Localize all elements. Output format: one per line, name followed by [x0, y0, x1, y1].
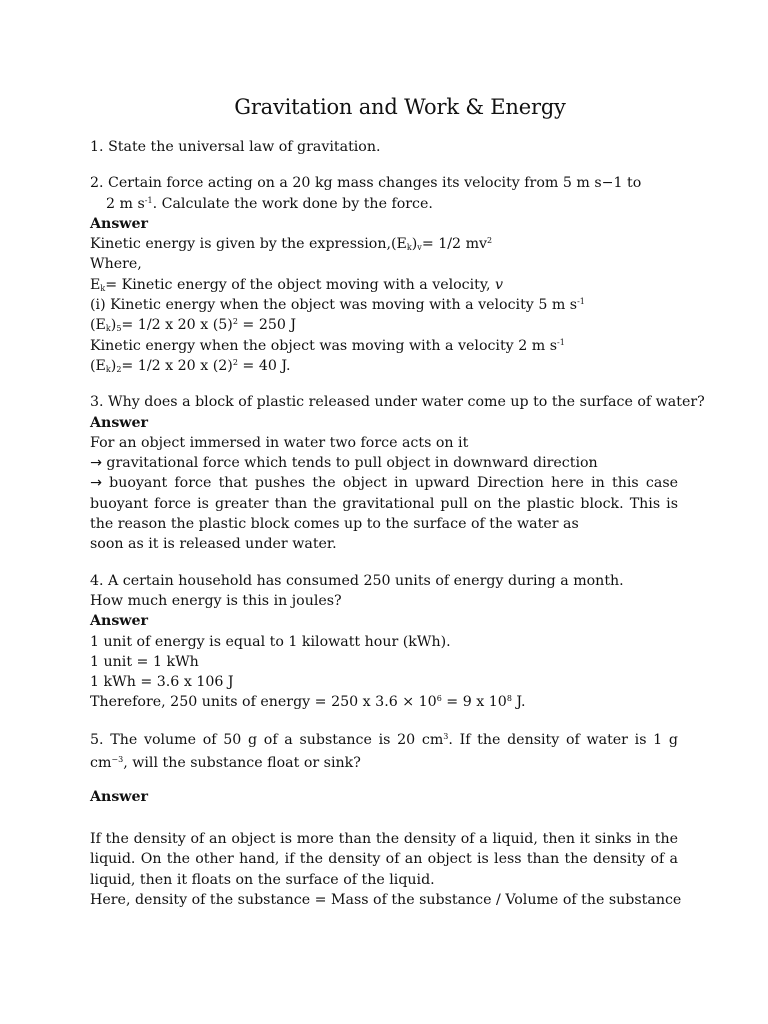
q3-answer-line-1: For an object immersed in water two force acts on it: [90, 434, 469, 451]
where-label: Where,: [90, 256, 142, 273]
ke-case-1: (i) Kinetic energy when the object was moving with a velocity 5 m $s^{-1}$: [90, 297, 585, 314]
arrow-right-icon: →: [90, 475, 102, 492]
q4-answer-line-3: 1 kWh = 3.6 x 106 J: [90, 674, 234, 691]
question-2-line-2: 2 m $s^{-1}$. Calculate the work done by the force.: [106, 195, 433, 212]
answer-heading-5: Answer: [90, 788, 149, 805]
answer-heading-2: Answer: [90, 215, 149, 232]
arrow-right-icon: →: [90, 455, 102, 472]
ek-definition: $E_k=$ Kinetic energy of the object moving with a velocity, v: [90, 276, 504, 293]
answer-heading-4: Answer: [90, 613, 149, 630]
q3-answer-line-2: → gravitational force which tends to pull object in downward direction: [90, 455, 598, 472]
answer-heading-3: Answer: [90, 414, 149, 431]
q3-answer-paragraph: → buoyant force that pushes the object in upward Direction here in this case buoyant force is greater than the gravitational pull on the plastic block. This is the reason the plastic block comes up to the surface of the water as: [90, 475, 678, 533]
question-1-number: 1.: [90, 139, 104, 155]
q5-answer-paragraph: If the density of an object is more than the density of a liquid, then it sinks in the liquid. On the other hand, if the density of an object is less than the density of a liquid, then it floats on the surface of the liquid.: [90, 831, 678, 888]
ke-expression: Kinetic energy is given by the $expression,(E_k)_v= 1/2$ $mv^2$: [90, 236, 493, 253]
ke-calc-1: $(E_k)_5= 1/2$ x 20 x $(5)^2 = 250$ J: [90, 317, 297, 334]
question-3: 3. Why does a block of plastic released under water come up to the surface of water?: [90, 394, 705, 411]
question-5: 5. The volume of 50 g of a substance is 20 $cm^3$. If the density of water is 1 g $cm^{-3}$, will the substance float or sink?: [90, 731, 678, 771]
q5-answer-line-2: Here, density of the substance = Mass of the substance / Volume of the substance: [90, 891, 682, 908]
question-1-text: State the universal law of gravitation.: [108, 139, 381, 155]
q4-answer-line-4: Therefore, 250 units of energy = 250 x $3.6 \times 10^6 = 9$ x $10^8$ J.: [90, 694, 526, 711]
question-4-line-1: 4. A certain household has consumed 250 units of energy during a month.: [90, 572, 624, 589]
q3-answer-line-4: soon as it is released under water.: [90, 536, 337, 553]
q4-answer-line-1: 1 unit of energy is equal to 1 kilowatt hour (kWh).: [90, 633, 451, 650]
q4-answer-line-2: 1 unit = 1 kWh: [90, 653, 199, 670]
ke-case-2: Kinetic energy when the object was moving with a velocity 2 m $s^{-1}$: [90, 337, 565, 354]
question-4-line-2: How much energy is this in joules?: [90, 592, 342, 609]
ke-calc-2: $(E_k)_2= 1/2$ x 20 x $(2)^2 = 40$ J.: [90, 357, 291, 374]
page-title: Gravitation and Work & Energy: [234, 95, 566, 119]
question-1: [90, 137, 678, 157]
question-2-line-1: 2. Certain force acting on a 20 kg mass changes its velocity from 5 m s−1 to: [90, 175, 642, 192]
document-body: [90, 137, 705, 910]
